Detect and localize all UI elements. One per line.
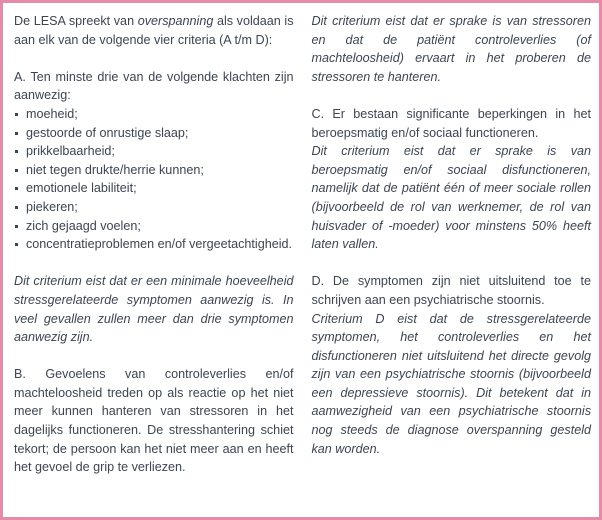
intro-text-after: als voldaan is aan elk van de volgende vier criteria (A t/m D):: [14, 14, 294, 47]
spacer: [14, 49, 294, 68]
criterion-c-heading: C. Er bestaan significante beperkingen in het beroepsmatig en/of sociaal functioneren.: [311, 106, 591, 140]
list-item: niet tegen drukte/herrie kunnen;: [14, 161, 294, 180]
list-item: zich gejaagd voelen;: [14, 217, 294, 236]
left-column: [14, 12, 294, 511]
criterion-a-heading: A. Ten minste drie van de volgende klachten zijn aanwezig:: [14, 69, 294, 103]
list-item: concentratieproblemen en/of vergeetachtigheid.: [14, 235, 294, 254]
spacer: [14, 347, 294, 366]
criterion-c-explanation: Dit criterium eist dat er sprake is van beroepsmatig en/of sociaal disfunctioneren, namelijk dat de patiënt één of meer sociale rollen (bijvoorbeeld de rol van werknemer, de rol van huisvader of -moeder) voor minstens 50% heeft laten vallen.: [311, 144, 591, 252]
list-item: gestoorde of onrustige slaap;: [14, 124, 294, 143]
intro-italic-term: overspanning: [137, 14, 214, 28]
criterion-d-heading: D. De symptomen zijn niet uitsluitend toe te schrijven aan een psychiatrische stoornis.: [311, 274, 591, 307]
criterion-b-heading: B. Gevoelens van controleverlies en/of machteloosheid treden op als reactie op het niet meer kunnen hanteren van stressoren in het dagelijks functioneren. De stresshantering schiet tekort; de persoon kan het niet meer aan en heeft het gevoel de grip te verliezen.: [14, 367, 294, 475]
intro-text-before: De LESA spreekt van: [14, 14, 138, 28]
spacer: [14, 254, 294, 273]
list-item: prikkelbaarheid;: [14, 142, 294, 161]
criterion-b-explanation: Dit criterium eist dat er sprake is van stressoren en dat de patiënt controleverlies (of machteloosheid) ervaart in het proberen de stressoren te hanteren.: [311, 14, 591, 84]
list-item: piekeren;: [14, 198, 294, 217]
criterion-a-bullet-list: [14, 105, 294, 254]
criterion-a-explanation: Dit criterium eist dat er een minimale hoeveelheid stressgerelateerde symptomen aanwezig is. In veel gevallen zullen meer dan drie symptomen aanwezig zijn.: [14, 274, 294, 345]
intro-paragraph: [14, 12, 294, 49]
list-item: emotionele labiliteit;: [14, 179, 294, 198]
criterion-d-explanation: Criterium D eist dat de stressgerelateerde symptomen, het controleverlies en het disfunctioneren niet uitsluitend het directe gevolg zijn van een psychiatrische stoornis (bijvoorbeeld een depressieve stoornis). Dit betekent dat in aamwezigheid van een psychiatrische stoornis nog steeds de diagnose overspanning gesteld kan worden.: [311, 311, 591, 456]
list-item: moeheid;: [14, 105, 294, 124]
spacer: [312, 86, 592, 105]
two-column-layout: [3, 3, 599, 517]
spacer: [312, 254, 592, 273]
right-column: [312, 12, 592, 511]
